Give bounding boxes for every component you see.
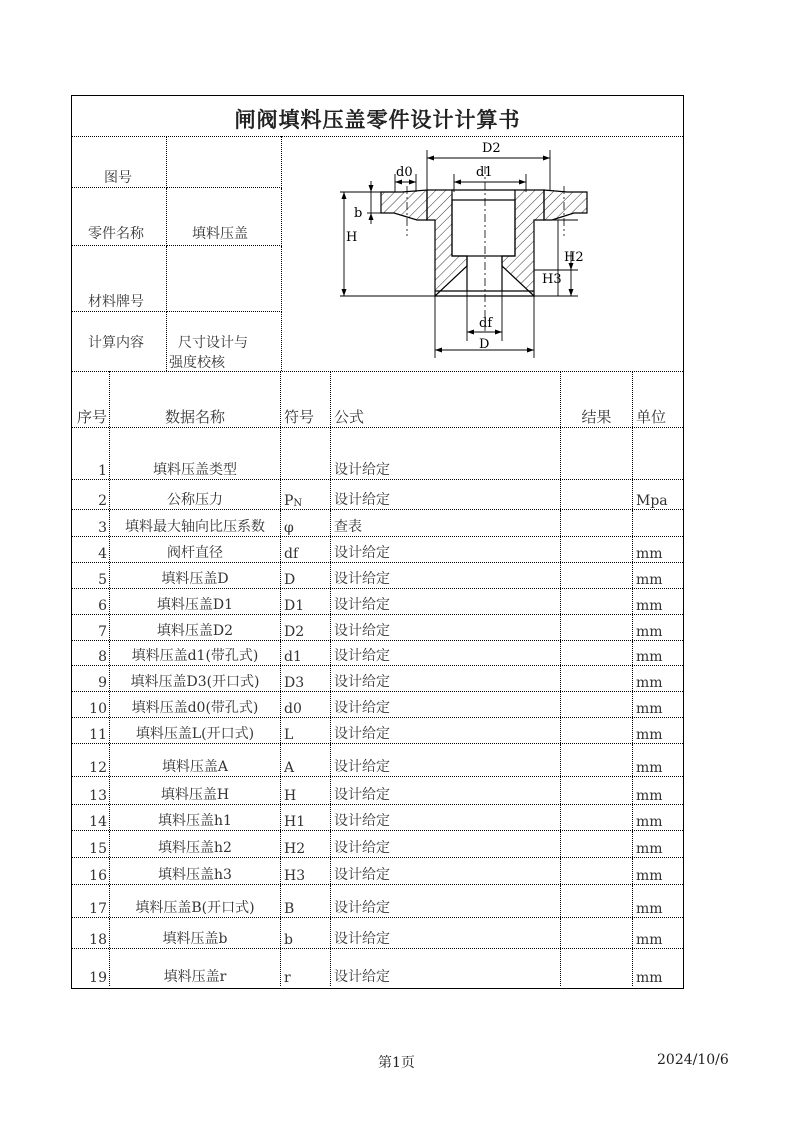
cell-formula: 设计给定 (331, 428, 561, 479)
cell-formula: 设计给定 (331, 744, 561, 776)
cell-name: 填料压盖H (110, 777, 281, 804)
cell-unit: mm (636, 546, 663, 562)
cell-unit: mm (636, 841, 663, 857)
dim-label-D: D (479, 337, 490, 352)
cell-symbol: D2 (281, 615, 331, 640)
cell-no: 5 (72, 563, 110, 588)
cell-symbol: H3 (281, 858, 331, 884)
cell-unit: mm (636, 970, 663, 986)
dim-label-D2: D2 (482, 141, 501, 156)
dim-label-d1: d1 (476, 165, 493, 180)
table-row (72, 831, 683, 858)
cell-name: 填料压盖h2 (110, 831, 281, 857)
part-name-label: 零件名称 (88, 226, 144, 242)
header-unit: 单位 (636, 408, 667, 426)
cell-symbol: r (281, 949, 331, 986)
cell-unit (633, 510, 685, 536)
table-row (72, 641, 683, 666)
cell-symbol: d0 (281, 692, 331, 717)
cell-formula: 设计给定 (331, 718, 561, 743)
cell-formula: 设计给定 (331, 805, 561, 830)
cell-name: 填料压盖A (110, 744, 281, 776)
cell-result (561, 949, 633, 986)
cell-formula: 设计给定 (331, 589, 561, 614)
dim-label-d0: d0 (396, 165, 413, 180)
cell-formula: 设计给定 (331, 858, 561, 884)
page-title: 闸阀填料压盖零件设计计算书 (72, 96, 683, 137)
cell-symbol: b (281, 918, 331, 948)
gland-diagram (282, 136, 685, 371)
calc-label-cell (72, 312, 167, 371)
cell-result (561, 480, 633, 509)
material-value (167, 246, 282, 312)
drawing-no-label-cell (72, 136, 167, 188)
cell-unit: mm (636, 814, 663, 830)
table-row (72, 615, 683, 641)
cell-symbol: φ (281, 510, 331, 536)
drawing-no-value (167, 136, 282, 188)
cell-no: 1 (72, 428, 110, 479)
cell-formula: 设计给定 (331, 885, 561, 917)
table-header-row (72, 371, 683, 428)
cell-name: 填料最大轴向比压系数 (110, 510, 281, 536)
cell-formula: 设计给定 (331, 666, 561, 691)
dim-label-H2: H2 (564, 250, 584, 265)
part-name-label-cell (72, 188, 167, 246)
cell-unit: mm (636, 727, 663, 743)
cell-no: 7 (72, 615, 110, 640)
cell-formula: 设计给定 (331, 537, 561, 562)
table-row (72, 537, 683, 563)
cell-result (561, 641, 633, 665)
cell-symbol: D1 (281, 589, 331, 614)
print-date: 2024/10/6 (657, 1052, 729, 1068)
cell-unit: mm (636, 788, 663, 804)
cell-symbol: P N (281, 480, 331, 509)
cell-unit: mm (636, 572, 663, 588)
cell-no: 10 (72, 692, 110, 717)
info-block (72, 136, 683, 372)
cell-no: 15 (72, 831, 110, 857)
table-row (72, 480, 683, 510)
cell-formula: 设计给定 (331, 563, 561, 588)
header-symbol: 符号 (281, 371, 331, 427)
material-label: 材料牌号 (88, 294, 144, 310)
cell-no: 13 (72, 777, 110, 804)
cell-name: 填料压盖D1 (110, 589, 281, 614)
cell-no: 14 (72, 805, 110, 830)
cell-formula: 设计给定 (331, 949, 561, 986)
dim-label-H3: H3 (542, 272, 562, 287)
cell-unit (633, 428, 685, 479)
calc-sheet (71, 95, 684, 989)
table-row (72, 885, 683, 918)
cell-no: 11 (72, 718, 110, 743)
header-formula: 公式 (331, 371, 561, 427)
cell-no: 8 (72, 641, 110, 665)
table-row (72, 949, 683, 986)
cell-result (561, 589, 633, 614)
cell-no: 17 (72, 885, 110, 917)
cell-name: 填料压盖D3(开口式) (110, 666, 281, 691)
cell-unit: mm (636, 598, 663, 614)
table-row (72, 858, 683, 885)
cell-result (561, 805, 633, 830)
dim-label-b: b (354, 206, 363, 221)
part-name-value-cell (167, 188, 282, 246)
cell-unit: mm (636, 932, 663, 948)
dim-label-H: H (346, 230, 358, 245)
cell-name: 填料压盖L(开口式) (110, 718, 281, 743)
cell-name: 填料压盖D2 (110, 615, 281, 640)
cell-symbol: B (281, 885, 331, 917)
table-row (72, 692, 683, 718)
cell-no: 6 (72, 589, 110, 614)
cell-result (561, 692, 633, 717)
cell-unit: mm (636, 760, 663, 776)
cell-result (561, 718, 633, 743)
cell-result (561, 831, 633, 857)
cell-result (561, 563, 633, 588)
cell-unit: mm (636, 901, 663, 917)
header-result: 结果 (561, 371, 633, 427)
cell-no: 16 (72, 858, 110, 884)
cell-unit: mm (636, 868, 663, 884)
cell-result (561, 777, 633, 804)
drawing-no-label: 图号 (104, 170, 132, 186)
cell-name: 填料压盖r (110, 949, 281, 986)
cell-formula: 设计给定 (331, 480, 561, 509)
material-label-cell (72, 246, 167, 312)
table-row (72, 666, 683, 692)
cell-result (561, 537, 633, 562)
cell-result (561, 918, 633, 948)
dim-label-df: df (479, 316, 493, 331)
cell-formula: 设计给定 (331, 831, 561, 857)
cell-formula: 设计给定 (331, 641, 561, 665)
cell-symbol (281, 428, 331, 479)
cell-no: 19 (72, 949, 110, 986)
cell-no: 18 (72, 918, 110, 948)
cell-name: 填料压盖h1 (110, 805, 281, 830)
table-row (72, 589, 683, 615)
cell-symbol: D3 (281, 666, 331, 691)
cell-unit: mm (636, 624, 663, 640)
cell-symbol: df (281, 537, 331, 562)
cell-no: 4 (72, 537, 110, 562)
calc-label: 计算内容 (88, 335, 144, 351)
table-row (72, 805, 683, 831)
cell-name: 填料压盖类型 (110, 428, 281, 479)
table-row (72, 777, 683, 805)
cell-unit: mm (636, 675, 663, 691)
header-name: 数据名称 (110, 371, 281, 427)
cell-name: 填料压盖d1(带孔式) (110, 641, 281, 665)
cell-name: 公称压力 (110, 480, 281, 509)
cell-unit: Mpa (636, 493, 668, 509)
calc-value-cell (167, 312, 282, 371)
cell-unit: mm (636, 649, 663, 665)
cell-result (561, 666, 633, 691)
cell-name: 填料压盖h3 (110, 858, 281, 884)
table-row (72, 744, 683, 777)
cell-unit: mm (636, 701, 663, 717)
table-row (72, 918, 683, 949)
calc-value-line1: 尺寸设计与 (178, 335, 248, 351)
cell-symbol: H2 (281, 831, 331, 857)
cell-name: 填料压盖D (110, 563, 281, 588)
cell-no: 12 (72, 744, 110, 776)
cell-name: 填料压盖B(开口式) (110, 885, 281, 917)
cell-result (561, 858, 633, 884)
cell-no: 9 (72, 666, 110, 691)
cell-symbol: H1 (281, 805, 331, 830)
cell-symbol: L (281, 718, 331, 743)
cell-formula: 设计给定 (331, 692, 561, 717)
cell-result (561, 510, 633, 536)
table-row (72, 428, 683, 480)
cell-name: 阀杆直径 (110, 537, 281, 562)
header-no: 序号 (72, 371, 110, 427)
table-row (72, 718, 683, 744)
cell-result (561, 885, 633, 917)
page-number: 第1页 (378, 1055, 415, 1071)
cell-no: 3 (72, 510, 110, 536)
cell-symbol: H (281, 777, 331, 804)
cell-symbol: A (281, 744, 331, 776)
cell-formula: 设计给定 (331, 918, 561, 948)
cell-result (561, 615, 633, 640)
table-row (72, 563, 683, 589)
cell-symbol: D (281, 563, 331, 588)
cell-no: 2 (72, 480, 110, 509)
cell-formula: 查表 (331, 510, 561, 536)
cell-result (561, 744, 633, 776)
calc-value-line2: 强度校核 (169, 355, 225, 371)
table-row (72, 510, 683, 537)
cell-name: 填料压盖d0(带孔式) (110, 692, 281, 717)
cell-symbol: d1 (281, 641, 331, 665)
cell-name: 填料压盖b (110, 918, 281, 948)
cell-formula: 设计给定 (331, 777, 561, 804)
cell-formula: 设计给定 (331, 615, 561, 640)
part-name-value: 填料压盖 (192, 226, 248, 242)
cell-result (561, 428, 633, 479)
